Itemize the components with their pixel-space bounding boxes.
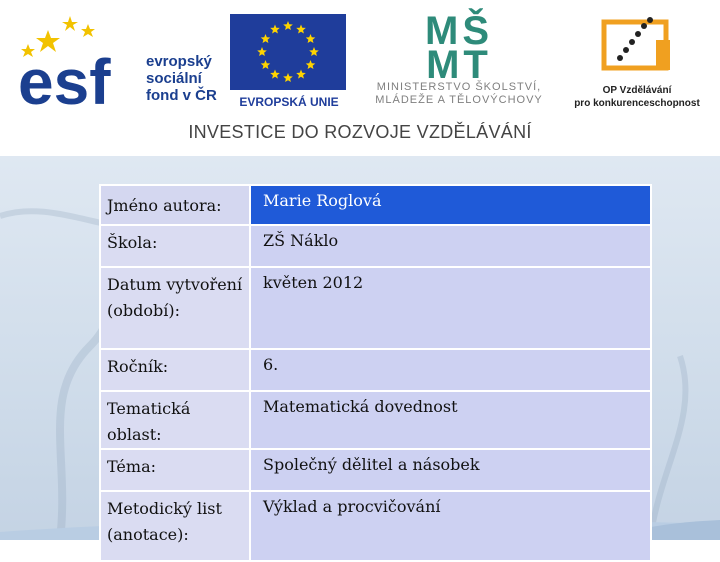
row-value: Společný dělitel a násobek bbox=[250, 449, 651, 491]
table-row bbox=[100, 449, 651, 491]
msmt-caption: MINISTERSTVO ŠKOLSTVÍ, MLÁDEŽE A TĚLOVÝCHOVY bbox=[375, 81, 543, 106]
svg-text:MŠ: MŠ bbox=[425, 9, 493, 53]
eu-star-icon bbox=[257, 47, 267, 56]
eu-star-icon bbox=[283, 73, 293, 82]
row-label: Tematická oblast: bbox=[100, 391, 250, 449]
eu-star-icon bbox=[261, 34, 271, 43]
eu-star-icon bbox=[261, 60, 271, 69]
eu-star-icon bbox=[306, 34, 316, 43]
eu-logo bbox=[230, 14, 348, 112]
eu-star-icon bbox=[296, 25, 306, 34]
esf-logo bbox=[18, 12, 228, 112]
author-info-table bbox=[99, 184, 652, 562]
row-value: Matematická dovednost bbox=[250, 391, 651, 449]
table-row bbox=[100, 349, 651, 391]
row-label: Téma: bbox=[100, 449, 250, 491]
esf-mark-text: esf bbox=[18, 46, 111, 112]
eu-flag-icon bbox=[230, 14, 346, 90]
row-value: 6. bbox=[250, 349, 651, 391]
table-row bbox=[100, 225, 651, 267]
row-label: Jméno autora: bbox=[100, 185, 250, 225]
eu-star-icon bbox=[270, 25, 280, 34]
row-value: ZŠ Náklo bbox=[250, 225, 651, 267]
svg-text:MT: MT bbox=[426, 43, 492, 80]
tagline: INVESTICE DO ROZVOJE VZDĚLÁVÁNÍ bbox=[188, 122, 532, 142]
logo-banner bbox=[0, 0, 720, 156]
op-caption: OP Vzdělávání pro konkurenceschopnost bbox=[574, 85, 700, 109]
op-vzdelavani-logo bbox=[570, 10, 704, 114]
row-label: Metodický list (anotace): bbox=[100, 491, 250, 561]
esf-caption: evropský sociální fond v ČR bbox=[146, 53, 217, 104]
row-value: Výklad a procvičování bbox=[250, 491, 651, 561]
eu-star-icon bbox=[306, 60, 316, 69]
row-value: květen 2012 bbox=[250, 267, 651, 349]
row-label: Škola: bbox=[100, 225, 250, 267]
table-row bbox=[100, 267, 651, 349]
row-label: Datum vytvoření (období): bbox=[100, 267, 250, 349]
msmt-mark-icon bbox=[356, 8, 562, 80]
table-row bbox=[100, 491, 651, 561]
eu-star-icon bbox=[296, 70, 306, 79]
eu-star-icon bbox=[309, 47, 319, 56]
op-mark-icon bbox=[570, 10, 704, 82]
row-value: Marie Roglová bbox=[250, 185, 651, 225]
msmt-logo bbox=[356, 8, 562, 112]
eu-caption: EVROPSKÁ UNIE bbox=[239, 95, 339, 109]
table-row bbox=[100, 185, 651, 225]
eu-star-icon bbox=[283, 21, 293, 30]
table-row bbox=[100, 391, 651, 449]
eu-star-icon bbox=[270, 70, 280, 79]
esf-mark-icon bbox=[18, 12, 138, 112]
row-label: Ročník: bbox=[100, 349, 250, 391]
